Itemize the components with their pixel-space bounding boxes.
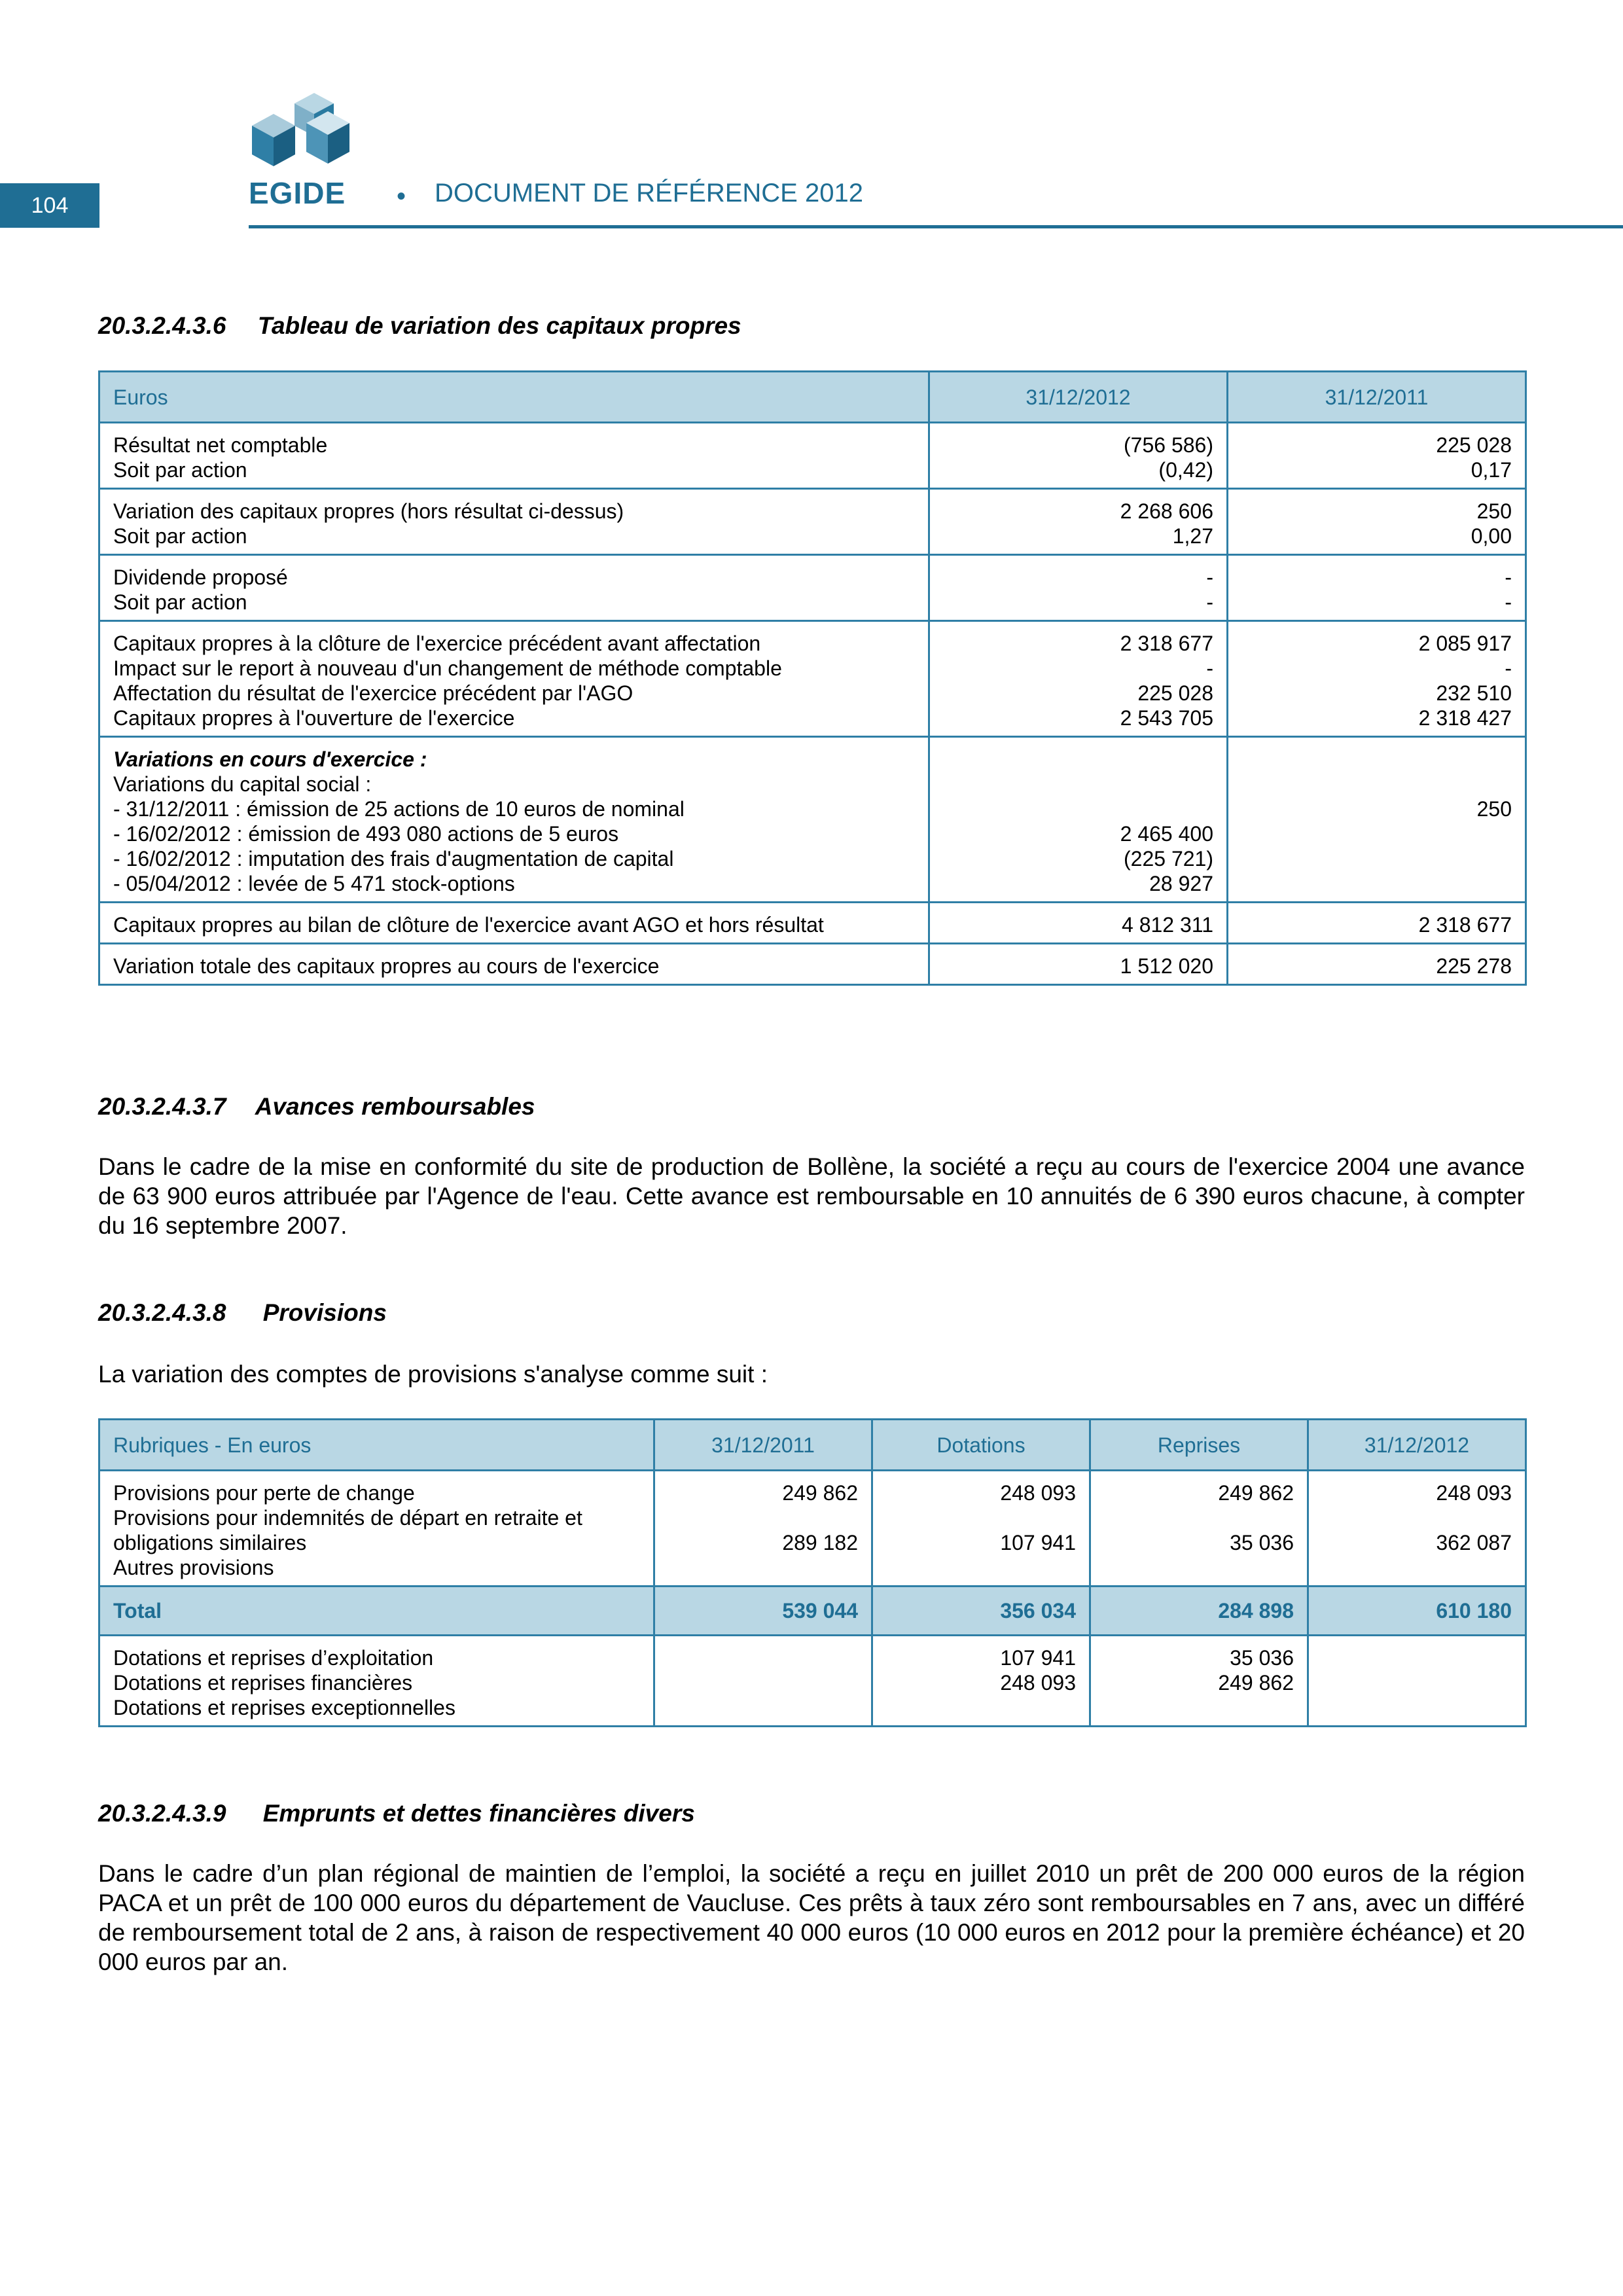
header-cell: 31/12/2011 [1228, 372, 1526, 423]
table-row [99, 555, 1526, 621]
row-label: Soit par action [113, 458, 247, 482]
cell-value [668, 1670, 858, 1695]
section-title: Provisions [262, 1299, 387, 1326]
row-label: Impact sur le report à nouveau d'un changement de méthode comptable [113, 656, 782, 680]
row-label: Variations en cours d'exercice : [113, 747, 427, 771]
row-label: Variation totale des capitaux propres au cours de l'exercice [113, 954, 660, 978]
section-heading-6 [98, 312, 741, 340]
cell-value: - [1206, 565, 1213, 589]
row-label: Capitaux propres au bilan de clôture de l'exercice avant AGO et hors résultat [113, 913, 824, 937]
section-heading-8 [98, 1299, 387, 1327]
row-labels [99, 903, 929, 944]
row-label: - 16/02/2012 : émission de 493 080 actions de 5 euros [113, 822, 619, 846]
cell-value: 2 318 677 [1120, 632, 1213, 655]
section-paragraph: Dans le cadre de la mise en conformité du site de production de Bollène, la société a reçu au cours de l'exercice 2004 une avance de 63 900 euros attribuée par l'Agence de l'eau. Cette avance est remboursable en 10 annuités de 6 390 euros chacune, à compter du 16 septembre 2007. [98, 1153, 1525, 1239]
equity-variation-table [98, 370, 1527, 986]
cell-value: 362 087 [1436, 1531, 1512, 1554]
header-cell: Euros [99, 372, 929, 423]
row-labels [99, 555, 929, 621]
value-2011 [1228, 621, 1526, 737]
value-reprises [1090, 1471, 1308, 1587]
header-cell: Rubriques - En euros [99, 1420, 654, 1471]
section-title: Avances remboursables [255, 1093, 535, 1120]
header-cell: 31/12/2011 [654, 1420, 872, 1471]
cell-value: 248 093 [1436, 1481, 1512, 1505]
section-heading-9 [98, 1800, 695, 1827]
cell-value [1104, 1505, 1294, 1530]
total-label: Total [99, 1587, 654, 1636]
cell-value: 107 941 [1000, 1531, 1076, 1554]
value-2011 [1228, 737, 1526, 903]
row-label: Dividende proposé [113, 565, 288, 589]
cell-value [668, 1695, 858, 1720]
table-row [99, 1636, 1526, 1727]
cell-value [1322, 1505, 1512, 1530]
cell-value: 249 862 [782, 1481, 858, 1505]
section-title: Tableau de variation des capitaux propres [257, 312, 741, 339]
table-row [99, 489, 1526, 555]
cell-value: (225 721) [1124, 847, 1213, 870]
section-number: 20.3.2.4.3.6 [98, 312, 226, 339]
total-value: 356 034 [872, 1587, 1090, 1636]
value-31-12-2012 [1308, 1471, 1526, 1587]
row-label: Dotations et reprises d’exploitation [113, 1646, 434, 1670]
cell-value: 289 182 [782, 1531, 858, 1554]
row-labels [99, 489, 929, 555]
cell-value [943, 747, 1213, 772]
cell-value: 2 318 677 [1418, 913, 1512, 937]
total-value: 610 180 [1308, 1587, 1526, 1636]
row-label: Dotations et reprises exceptionnelles [113, 1696, 455, 1719]
page-number: 104 [0, 183, 99, 228]
cell-value: 2 465 400 [1120, 822, 1213, 846]
row-label: Autres provisions [113, 1556, 274, 1579]
cell-value: 0,00 [1471, 524, 1512, 548]
table-row [99, 903, 1526, 944]
cell-value [1241, 821, 1512, 846]
row-label: - 31/12/2011 : émission de 25 actions de 10 euros de nominal [113, 797, 685, 821]
cell-value: (756 586) [1124, 433, 1213, 457]
total-value: 284 898 [1090, 1587, 1308, 1636]
cell-value: 2 543 705 [1120, 706, 1213, 730]
table-row [99, 423, 1526, 489]
value-2012 [929, 555, 1228, 621]
table-header-row [99, 1420, 1526, 1471]
value-2011 [1228, 903, 1526, 944]
header-cell: 31/12/2012 [1308, 1420, 1526, 1471]
value-31-12-2011 [654, 1471, 872, 1587]
cell-value: 249 862 [1218, 1481, 1294, 1505]
header-rule [249, 225, 1623, 228]
row-labels [99, 1636, 654, 1727]
cell-value: 4 812 311 [1122, 913, 1213, 937]
cell-value: 248 093 [1000, 1481, 1076, 1505]
value-reprises [1090, 1636, 1308, 1727]
cell-value [886, 1695, 1076, 1720]
cell-value [1322, 1670, 1512, 1695]
cell-value: 2 318 427 [1418, 706, 1512, 730]
cell-value: - [1505, 656, 1512, 680]
cell-value: 249 862 [1218, 1671, 1294, 1695]
logo-wordmark: EGIDE [249, 176, 346, 210]
cell-value: - [1206, 590, 1213, 614]
row-label: Provisions pour indemnités de départ en retraite et [113, 1506, 582, 1530]
cell-value [1241, 871, 1512, 896]
section-intro: La variation des comptes de provisions s'analyse comme suit : [98, 1361, 768, 1388]
header-bullet: • [397, 182, 406, 211]
cell-value [1241, 846, 1512, 871]
cell-value [886, 1505, 1076, 1530]
row-labels [99, 737, 929, 903]
value-2012 [929, 621, 1228, 737]
row-label: Soit par action [113, 524, 247, 548]
cell-value [943, 772, 1213, 797]
section-title: Emprunts et dettes financières divers [262, 1800, 695, 1827]
provisions-table [98, 1418, 1527, 1727]
cell-value [668, 1645, 858, 1670]
cell-value: 250 [1476, 797, 1512, 821]
cell-value [1322, 1645, 1512, 1670]
row-labels [99, 621, 929, 737]
cell-value: 1 512 020 [1120, 954, 1213, 978]
header-cell: Dotations [872, 1420, 1090, 1471]
value-2012 [929, 489, 1228, 555]
cell-value [668, 1505, 858, 1530]
value-31-12-2012 [1308, 1636, 1526, 1727]
row-label: - 16/02/2012 : imputation des frais d'augmentation de capital [113, 847, 674, 870]
value-2011 [1228, 423, 1526, 489]
cell-value: 248 093 [1000, 1671, 1076, 1695]
cell-value [1241, 747, 1512, 772]
value-31-12-2011 [654, 1636, 872, 1727]
cell-value: 35 036 [1230, 1531, 1294, 1554]
table-row [99, 621, 1526, 737]
cell-value: 28 927 [1149, 872, 1213, 895]
cell-value [943, 797, 1213, 821]
cell-value: 2 085 917 [1418, 632, 1512, 655]
section-number: 20.3.2.4.3.8 [98, 1299, 226, 1326]
section-number: 20.3.2.4.3.7 [98, 1093, 226, 1120]
cell-value [668, 1555, 858, 1580]
table-row [99, 737, 1526, 903]
cell-value: - [1206, 656, 1213, 680]
cell-value [1104, 1555, 1294, 1580]
cell-value [1322, 1695, 1512, 1720]
row-label: Dotations et reprises financières [113, 1671, 413, 1695]
row-label: Provisions pour perte de change [113, 1481, 415, 1505]
cell-value: 225 028 [1137, 681, 1213, 705]
row-label: Affectation du résultat de l'exercice précédent par l'AGO [113, 681, 633, 705]
cell-value: 107 941 [1000, 1646, 1076, 1670]
section-heading-7 [98, 1093, 535, 1121]
row-label: Capitaux propres à la clôture de l'exercice précédent avant affectation [113, 632, 761, 655]
cell-value: 0,17 [1471, 458, 1512, 482]
value-2012 [929, 903, 1228, 944]
total-row [99, 1587, 1526, 1636]
document-title: DOCUMENT DE RÉFÉRENCE 2012 [435, 179, 863, 207]
row-label: Soit par action [113, 590, 247, 614]
value-dotations [872, 1471, 1090, 1587]
cell-value: - [1505, 590, 1512, 614]
table-row [99, 944, 1526, 985]
row-label: Résultat net comptable [113, 433, 328, 457]
cell-value [1322, 1555, 1512, 1580]
row-label: Variations du capital social : [113, 772, 372, 796]
table-header-row [99, 372, 1526, 423]
row-labels [99, 423, 929, 489]
header-cell: 31/12/2012 [929, 372, 1228, 423]
section-number: 20.3.2.4.3.9 [98, 1800, 226, 1827]
cell-value: 35 036 [1230, 1646, 1294, 1670]
row-labels [99, 944, 929, 985]
value-2012 [929, 423, 1228, 489]
row-label: - 05/04/2012 : levée de 5 471 stock-options [113, 872, 515, 895]
row-label: Variation des capitaux propres (hors résultat ci-dessus) [113, 499, 624, 523]
value-2011 [1228, 944, 1526, 985]
table-row [99, 1471, 1526, 1587]
row-labels [99, 1471, 654, 1587]
cell-value: 225 028 [1436, 433, 1512, 457]
cell-value: 1,27 [1172, 524, 1213, 548]
header-cell: Reprises [1090, 1420, 1308, 1471]
cell-value [886, 1555, 1076, 1580]
cell-value: - [1505, 565, 1512, 589]
value-2011 [1228, 489, 1526, 555]
value-2012 [929, 737, 1228, 903]
cell-value: 2 268 606 [1120, 499, 1213, 523]
cell-value: 250 [1476, 499, 1512, 523]
cell-value: 232 510 [1436, 681, 1512, 705]
total-value: 539 044 [654, 1587, 872, 1636]
value-dotations [872, 1636, 1090, 1727]
value-2011 [1228, 555, 1526, 621]
cell-value [1241, 772, 1512, 797]
row-label: Capitaux propres à l'ouverture de l'exercice [113, 706, 515, 730]
section-paragraph: Dans le cadre d’un plan régional de maintien de l’emploi, la société a reçu en juillet 2010 un prêt de 200 000 euros de la région PACA et un prêt de 100 000 euros du département de Vaucluse. Ces prêts à taux zéro sont remboursables en 7 ans, avec un différé de remboursement total de 2 ans, à raison de respectivement 40 000 euros (10 000 euros en 2012 pour la première échéance) et 20 000 euros par an. [98, 1860, 1525, 1975]
egide-cubes-logo-icon [249, 85, 366, 183]
cell-value [1104, 1695, 1294, 1720]
row-label: obligations similaires [113, 1531, 307, 1554]
cell-value: (0,42) [1158, 458, 1213, 482]
value-2012 [929, 944, 1228, 985]
cell-value: 225 278 [1436, 954, 1512, 978]
